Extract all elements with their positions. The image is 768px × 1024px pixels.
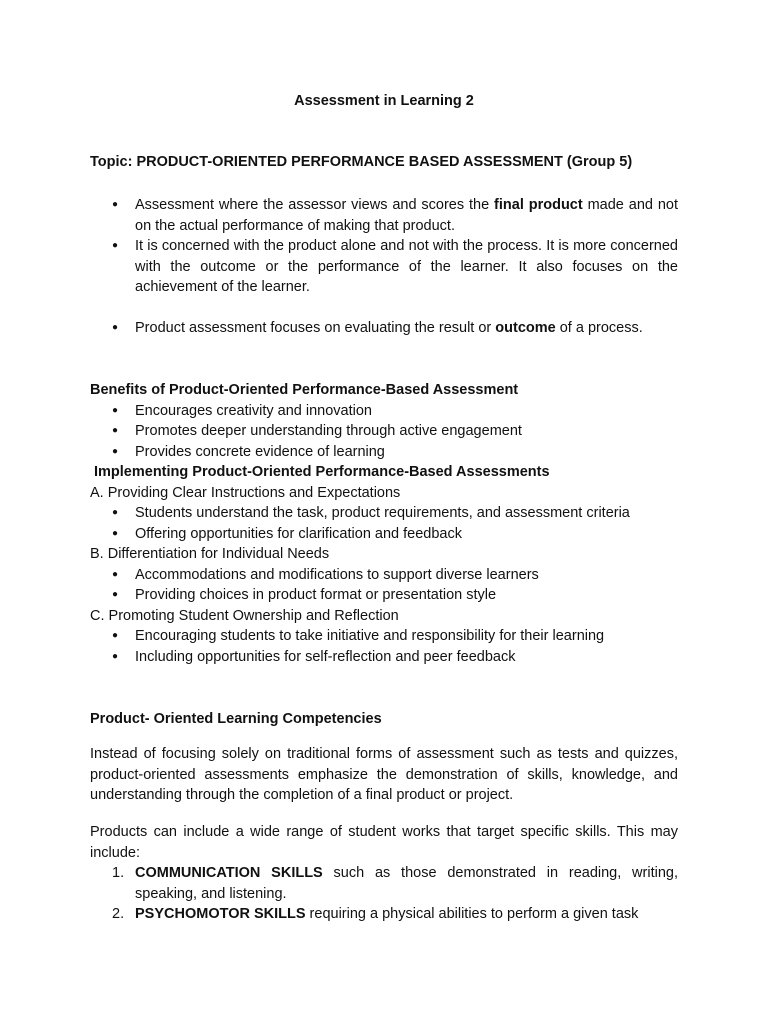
list-item: ● Encourages creativity and innovation xyxy=(90,401,678,422)
list-item: ● Product assessment focuses on evaluating the result or outcome of a process. xyxy=(90,318,678,339)
list-item: ● Provides concrete evidence of learning xyxy=(90,442,678,463)
benefits-section xyxy=(90,380,678,667)
benefits-heading: Benefits of Product-Oriented Performance-Based Assessment xyxy=(90,382,519,398)
emphasis: PSYCHOMOTOR SKILLS xyxy=(135,906,306,922)
list-item: ● Accommodations and modifications to support diverse learners xyxy=(90,565,678,586)
section-b-label: B. Differentiation for Individual Needs xyxy=(90,546,330,562)
list-item: ● It is concerned with the product alone and not with the process. It is more concerned with the outcome or the performance of the learner. It also focuses on the achievement of the learner. xyxy=(90,236,678,298)
competencies-paragraph-1: Instead of focusing solely on traditional forms of assessment such as tests and quizzes, product-oriented assessments emphasize the demonstration of skills, knowledge, and understanding through the completion of a final product or project. xyxy=(90,746,678,803)
document-title: Assessment in Learning 2 xyxy=(294,93,474,109)
competencies-section xyxy=(90,822,678,925)
emphasis: final product xyxy=(494,197,583,213)
list-item: ● Providing choices in product format or presentation style xyxy=(90,585,678,606)
list-item: ● Assessment where the assessor views and scores the final product made and not on the actual performance of making that product. xyxy=(90,195,678,236)
competencies-paragraph-2: Products can include a wide range of student works that target specific skills. This may include: xyxy=(90,824,678,861)
competencies-heading: Product- Oriented Learning Competencies xyxy=(90,711,382,727)
intro-list-2 xyxy=(90,318,678,339)
list-item: 2. PSYCHOMOTOR SKILLS requiring a physical abilities to perform a given task xyxy=(112,906,639,922)
emphasis: COMMUNICATION SKILLS xyxy=(135,865,323,881)
intro-list xyxy=(90,195,678,298)
list-item: ● Encouraging students to take initiative and responsibility for their learning xyxy=(90,626,678,647)
emphasis: outcome xyxy=(495,320,556,336)
section-a-label: A. Providing Clear Instructions and Expectations xyxy=(90,484,401,501)
list-item: 1. COMMUNICATION SKILLS such as those demonstrated in reading, writing, speaking, and listening. xyxy=(112,865,678,902)
section-c-label: C. Promoting Student Ownership and Reflection xyxy=(90,607,399,624)
list-item: ● Students understand the task, product requirements, and assessment criteria xyxy=(90,503,678,524)
implementing-heading: Implementing Product-Oriented Performance-Based Assessments xyxy=(94,464,550,480)
list-item: ● Including opportunities for self-reflection and peer feedback xyxy=(90,647,678,668)
list-item: ● Offering opportunities for clarification and feedback xyxy=(90,524,678,545)
list-item: ● Promotes deeper understanding through active engagement xyxy=(90,421,678,442)
topic-heading: Topic: PRODUCT-ORIENTED PERFORMANCE BASED ASSESSMENT (Group 5) xyxy=(90,154,633,170)
